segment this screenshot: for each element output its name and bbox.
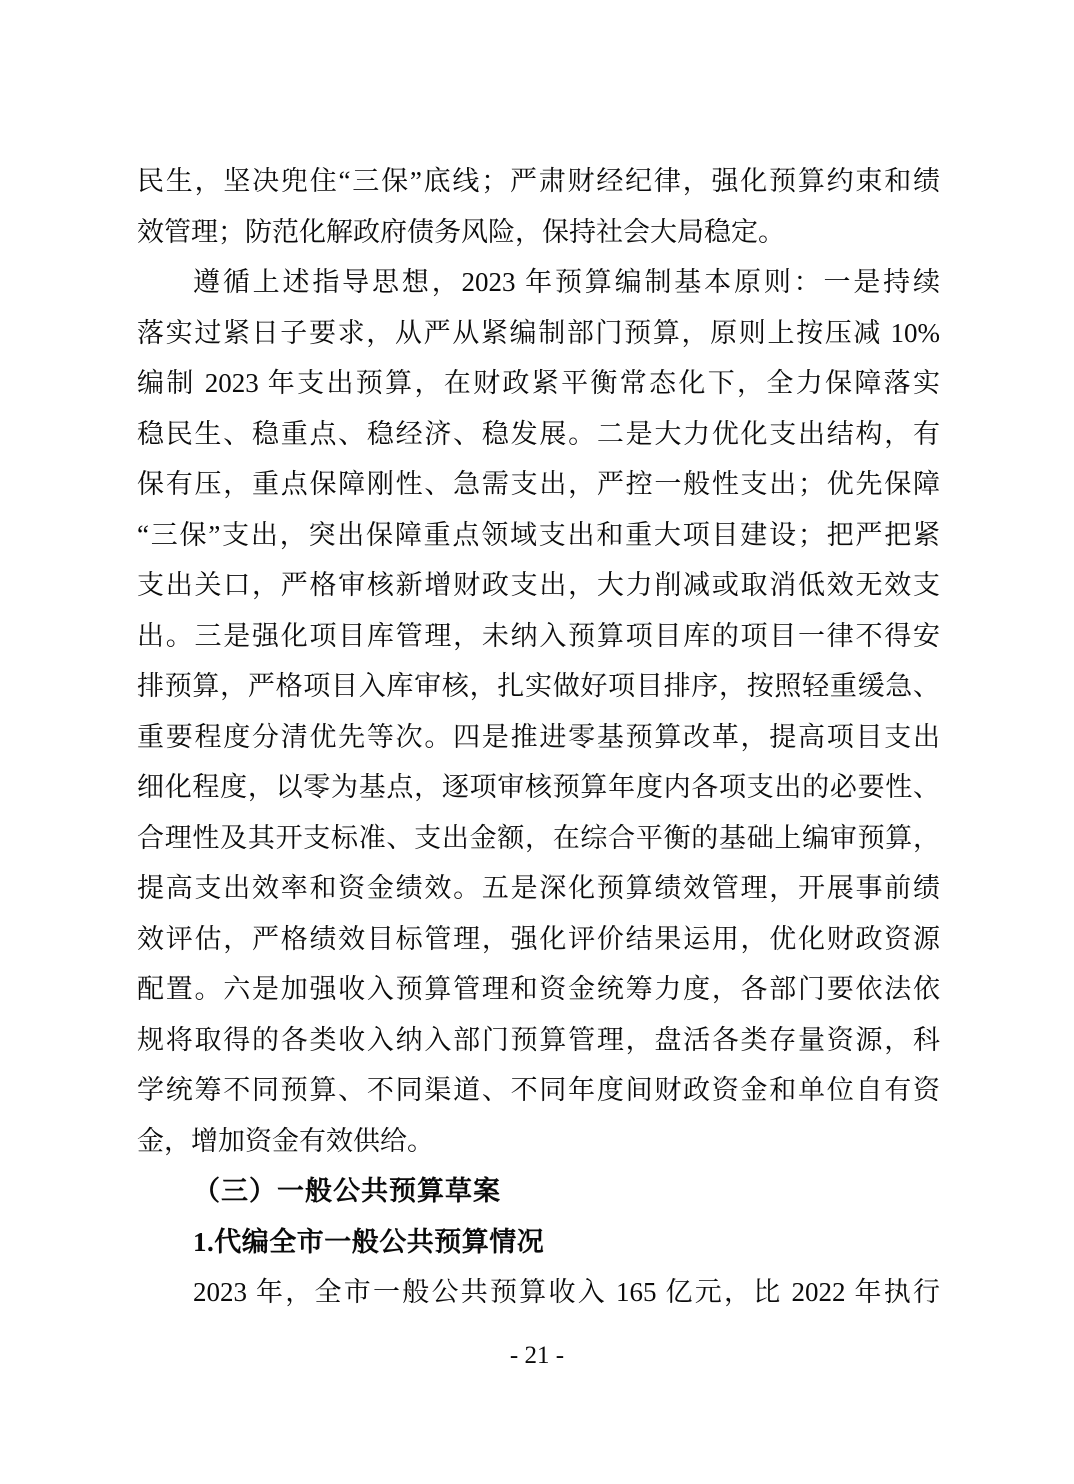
text-line: 学统筹不同预算、不同渠道、不同年度间财政资金和单位自有资 — [137, 1075, 940, 1105]
text-line: 细化程度，以零为基点，逐项审核预算年度内各项支出的必要性、 — [137, 772, 940, 802]
page-number: - 21 - — [509, 1342, 565, 1369]
text-line: 金，增加资金有效供给。 — [137, 1125, 434, 1156]
text-line: “三保”支出，突出保障重点领域支出和重大项目建设；把严把紧 — [137, 519, 940, 550]
text-line: 编制 2023 年支出预算，在财政紧平衡常态化下，全力保障落实 — [137, 368, 940, 398]
text-line: 效评估，严格绩效目标管理，强化评价结果运用，优化财政资源 — [137, 923, 940, 954]
text-line: 1.代编全市一般公共预算情况 — [193, 1226, 545, 1257]
text-line: 保有压，重点保障刚性、急需支出，严控一般性支出；优先保障 — [137, 469, 940, 499]
text-line: （三）一般公共预算草案 — [193, 1176, 501, 1206]
text-line: 支出关口，严格审核新增财政支出，大力削减或取消低效无效支 — [137, 570, 940, 600]
text-line: 落实过紧日子要求，从严从紧编制部门预算，原则上按压减 10% — [137, 317, 940, 348]
text-line: 配置。六是加强收入预算管理和资金统筹力度，各部门要依法依 — [137, 974, 940, 1004]
text-line: 排预算，严格项目入库审核，扎实做好项目排序，按照轻重缓急、 — [137, 671, 940, 701]
page-body-text — [137, 156, 940, 1318]
text-line: 稳民生、稳重点、稳经济、稳发展。二是大力优化支出结构，有 — [137, 418, 940, 449]
text-line: 2023 年，全市一般公共预算收入 165 亿元，比 2022 年执行 — [193, 1277, 940, 1307]
text-line: 提高支出效率和资金绩效。五是深化预算绩效管理，开展事前绩 — [137, 873, 940, 903]
text-line: 合理性及其开支标准、支出金额，在综合平衡的基础上编审预算， — [137, 822, 940, 853]
text-line: 规将取得的各类收入纳入部门预算管理，盘活各类存量资源，科 — [137, 1024, 940, 1055]
text-lines — [137, 156, 940, 1318]
text-line: 效管理；防范化解政府债务风险，保持社会大局稳定。 — [137, 216, 785, 247]
text-line: 出。三是强化项目库管理，未纳入预算项目库的项目一律不得安 — [137, 620, 940, 651]
text-line: 民生，坚决兜住“三保”底线；严肃财经纪律，强化预算约束和绩 — [137, 166, 940, 196]
text-line: 重要程度分清优先等次。四是推进零基预算改革，提高项目支出 — [137, 721, 940, 752]
text-line: 遵循上述指导思想，2023 年预算编制基本原则：一是持续 — [193, 267, 940, 297]
